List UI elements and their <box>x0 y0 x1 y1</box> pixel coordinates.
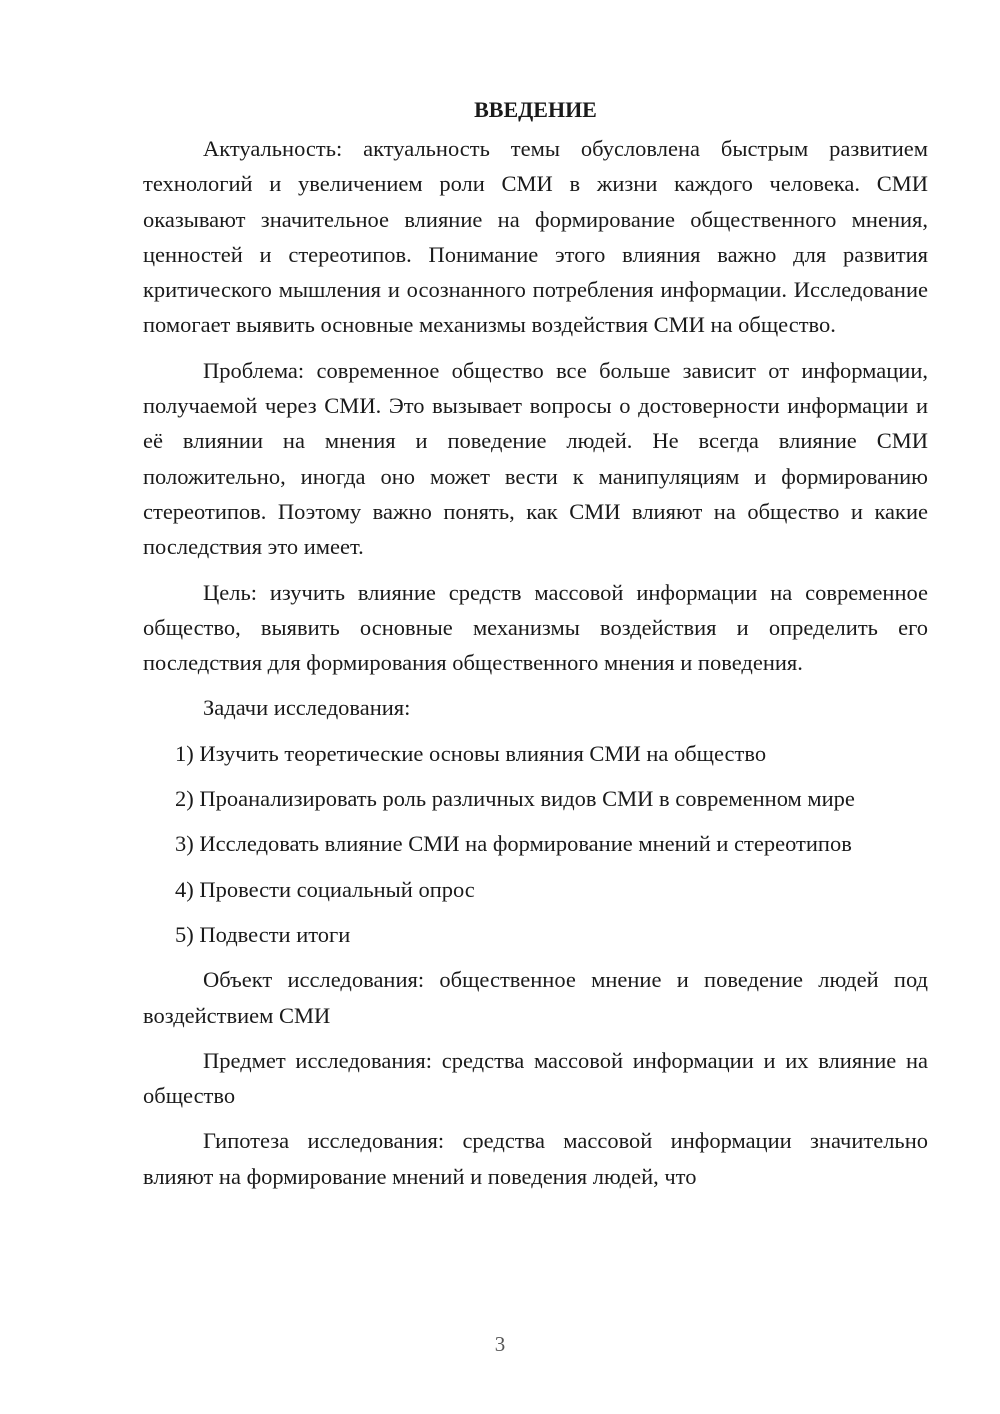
paragraph-goal: Цель: изучить влияние средств массовой информации на современное общество, выявить основные механизмы воздействия и определить его последствия для формирования общественного мнения и поведения. <box>143 579 928 676</box>
task-item-1: 1) Изучить теоретические основы влияния СМИ на общество <box>175 740 767 766</box>
paragraph-relevance: Актуальность: актуальность темы обусловлена быстрым развитием технологий и увеличением роли СМИ в жизни каждого человека. СМИ оказывают значительное влияние на формирование общественного мнения, ценностей и стереотипов. Понимание этого влияния важно для развития критического мышления и осознанного потребления информации. Исследование помогает выявить основные механизмы воздействия СМИ на общество. <box>143 136 928 338</box>
paragraph-problem: Проблема: современное общество все больше зависит от информации, получаемой через СМИ. Это вызывает вопросы о достоверности информации и её влиянии на мнения и поведение людей. Не всегда влияние СМИ положительно, иногда оно может вести к манипуляциям и формированию стереотипов. Поэтому важно понять, как СМИ влияют на общество и какие последствия это имеет. <box>143 357 928 560</box>
task-item-3: 3) Исследовать влияние СМИ на формирование мнений и стереотипов <box>175 831 852 857</box>
tasks-title: Задачи исследования: <box>203 695 411 721</box>
task-item-4: 4) Провести социальный опрос <box>175 876 475 902</box>
page-number: 3 <box>494 1332 506 1356</box>
paragraph-subject: Предмет исследования: средства массовой информации и их влияние на общество <box>143 1047 928 1109</box>
document-page <box>143 92 928 1194</box>
paragraph-hypothesis: Гипотеза исследования: средства массовой информации значительно влияют на формирование мнений и поведения людей, что <box>143 1128 928 1189</box>
section-heading: ВВЕДЕНИЕ <box>474 97 597 122</box>
task-item-5: 5) Подвести итоги <box>175 921 351 947</box>
paragraph-object: Объект исследования: общественное мнение и поведение людей под воздействием СМИ <box>143 967 928 1028</box>
task-item-2: 2) Проанализировать роль различных видов СМИ в современном мире <box>175 786 855 812</box>
